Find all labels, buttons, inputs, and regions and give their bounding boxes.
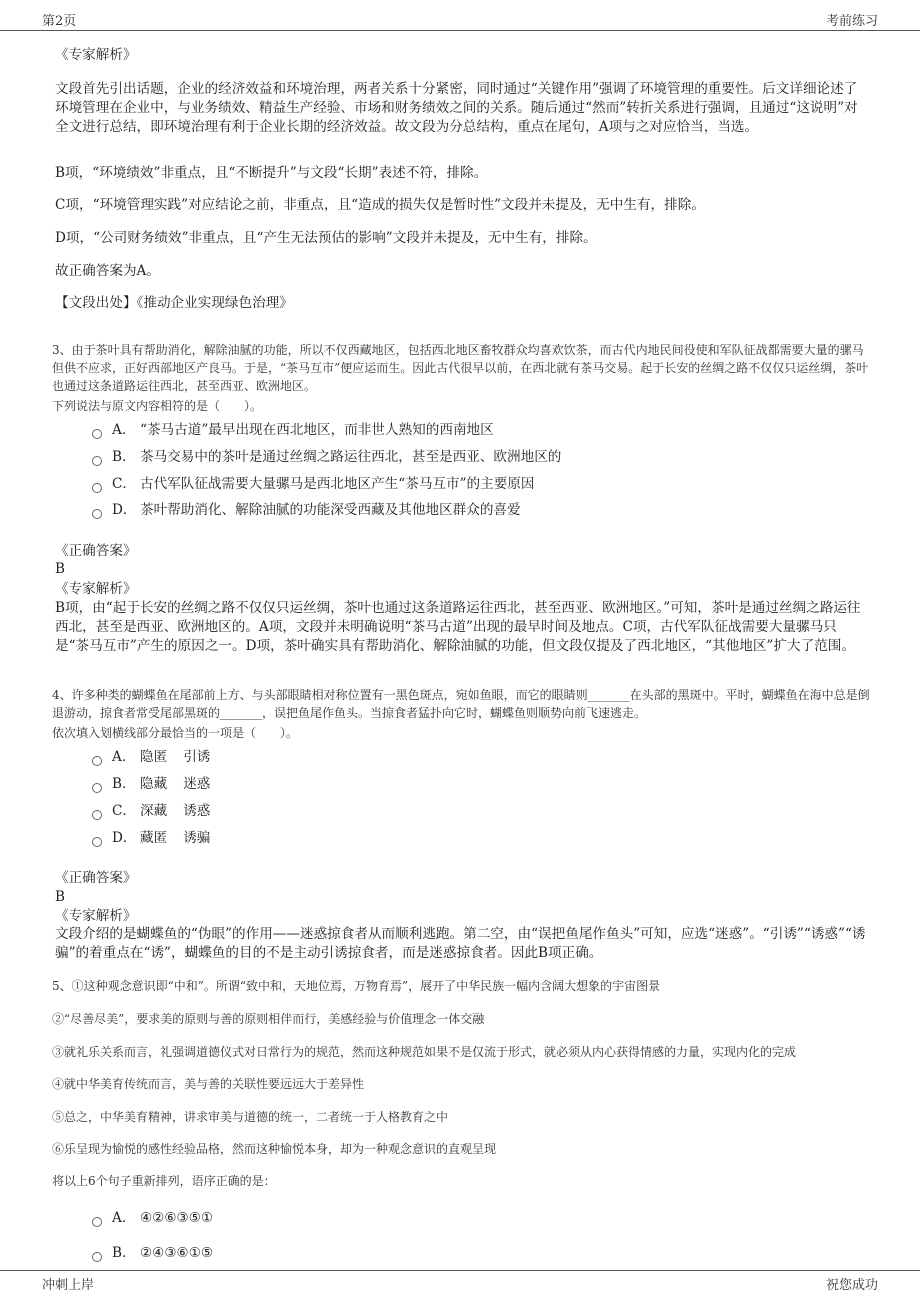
q3-option-d[interactable]: D． 茶叶帮助消化、解除油腻的功能深受西藏及其他地区群众的喜爱 (92, 500, 872, 520)
q4-answer: B (55, 889, 65, 905)
q3-stem: 3、由于茶叶具有帮助消化，解除油腻的功能，所以不仅西藏地区，包括西北地区畜牧群众均喜欢饮茶，而古代内地民间役使和军队征战都需要大量的骡马但供不应求，正好西部地区产良马。于是，“茶马互市”便应运而生。因此古代很早以前，在西北就有茶马交易。起于长安的丝绸之路不仅仅只运丝绸，茶叶也通过这条道路运往西北，甚至西亚、欧洲地区。 (52, 343, 869, 393)
q2-source: 【文段出处】《推动企业实现绿色治理》 (55, 295, 293, 311)
footer-right-text: 祝您成功 (825, 1278, 878, 1293)
q3-answer: B (55, 561, 65, 577)
footer-left-text: 冲刺上岸 (42, 1278, 95, 1293)
q4-option-c[interactable]: C． 深藏 诱惑 (92, 801, 872, 821)
q4-analysis-title: 《专家解析》 (55, 908, 137, 924)
q5-option-b[interactable]: B. ②④③⑥①⑤ (92, 1243, 872, 1263)
q5-question: 将以上6个句子重新排列，语序正确的是： (52, 1174, 276, 1188)
radio-icon[interactable] (92, 837, 102, 847)
q3-option-b[interactable]: B． 茶马交易中的茶叶是通过丝绸之路运往西北，甚至是西亚、欧洲地区的 (92, 447, 872, 467)
q5-sentence-6: ⑥乐呈现为愉悦的感性经验品格，然而这种愉悦本身，却为一种观念意识的直观呈现 (52, 1142, 497, 1156)
q3-question: 下列说法与原文内容相符的是（ ）。 (52, 399, 263, 413)
q2-analysis-para1: 文段首先引出话题，企业的经济效益和环境治理，两者关系十分紧密，同时通过“关键作用”强调了环境管理的重要性。后文详细论述了环境管理在企业中，与业务绩效、精益生产经验、市场和财务绩效之间的关系。随后通过“然而”转折关系进行强调，且通过“这说明”对全文进行总结，即环境治理有利于企业长期的经济效益。故文段为分总结构，重点在尾句，A项与之对应恰当，当选。 (55, 81, 858, 135)
radio-icon[interactable] (92, 429, 102, 439)
q5-sentence-5: ⑤总之，中华美育精神，讲求审美与道德的统一，二者统一于人格教育之中 (52, 1110, 449, 1124)
page-number: 第2页 (42, 14, 77, 29)
q4-option-a[interactable]: A． 隐匿 引诱 (92, 747, 872, 767)
q4-question: 依次填入划横线部分最恰当的一项是（ ）。 (52, 726, 299, 740)
q3-option-c[interactable]: C． 古代军队征战需要大量骡马是西北地区产生“茶马互市”的主要原因 (92, 474, 872, 494)
page-header (0, 0, 920, 31)
radio-icon[interactable] (92, 1252, 102, 1262)
radio-icon[interactable] (92, 509, 102, 519)
q5-sentence-2: ②“尽善尽美”，要求美的原则与善的原则相伴而行，美感经验与价值理念一体交融 (52, 1012, 485, 1026)
radio-icon[interactable] (92, 456, 102, 466)
q4-answer-title: 《正确答案》 (55, 870, 137, 886)
q2-analysis-para3: C项，“环境管理实践”对应结论之前，非重点，且“造成的损失仅是暂时性”文段并未提及，无中生有，排除。 (55, 197, 705, 213)
q3-analysis-title: 《专家解析》 (55, 581, 137, 597)
radio-icon[interactable] (92, 1217, 102, 1227)
q4-analysis: 文段介绍的是蝴蝶鱼的“伪眼”的作用——迷惑掠食者从而顺利逃跑。第二空，由“误把鱼尾作鱼头”可知，应选“迷惑”。“引诱”“诱惑”“诱骗”的着重点在“诱”，蝴蝶鱼的目的不是主动引诱掠食者，而是迷惑掠食者。因此B项正确。 (55, 926, 866, 961)
q5-option-a[interactable]: A． ④②⑥③⑤① (92, 1208, 872, 1228)
q5-sentence-4: ④就中华美育传统而言，美与善的关联性要远远大于差异性 (52, 1077, 365, 1091)
q3-analysis: B项，由“起于长安的丝绸之路不仅仅只运丝绸，茶叶也通过这条道路运往西北，甚至西亚、欧洲地区。”可知，茶叶是通过丝绸之路运往西北，甚至是西亚、欧洲地区的。A项，文段并未明确说明“茶马古道”出现的最早时间及地点。C项，古代军队征战需要大量骡马只是“茶马互市”产生的原因之一。D项，茶叶确实具有帮助消化、解除油腻的功能，但文段仅提及了西北地区，“其他地区”扩大了范围。 (55, 600, 861, 654)
q2-analysis-para4: D项，“公司财务绩效”非重点，且“产生无法预估的影响”文段并未提及，无中生有，排除。 (55, 230, 597, 246)
q3-answer-title: 《正确答案》 (55, 543, 137, 559)
q4-stem: 4、许多种类的蝴蝶鱼在尾部前上方、与头部眼睛相对称位置有一黑色斑点，宛如鱼眼，而它的眼睛则_______在头部的黑斑中。平时，蝴蝶鱼在海中总是倒退游动，掠食者常受尾部黑斑的_______，误把鱼尾作鱼头。当掠食者猛扑向它时，蝴蝶鱼则顺势向前飞速逃走。 (52, 688, 870, 720)
radio-icon[interactable] (92, 783, 102, 793)
q5-sentence-3: ③就礼乐关系而言，礼强调道德仪式对日常行为的规范，然而这种规范如果不是仅流于形式，就必须从内心获得情感的力量，实现内化的完成 (52, 1045, 797, 1059)
q3-option-a[interactable]: A． “茶马古道”最早出现在西北地区，而非世人熟知的西南地区 (92, 420, 872, 440)
q4-option-b[interactable]: B． 隐藏 迷惑 (92, 774, 872, 794)
radio-icon[interactable] (92, 810, 102, 820)
q4-option-d[interactable]: D． 藏匿 诱骗 (92, 828, 872, 848)
radio-icon[interactable] (92, 756, 102, 766)
page-footer (0, 1270, 920, 1303)
header-title: 考前练习 (825, 14, 878, 29)
q2-analysis-title: 《专家解析》 (55, 47, 137, 63)
q2-answer-line: 故正确答案为A。 (55, 263, 160, 279)
q2-analysis-para2: B项，“环境绩效”非重点，且“不断提升”与文段“长期”表述不符，排除。 (55, 165, 488, 181)
radio-icon[interactable] (92, 483, 102, 493)
q5-sentence-1: 5、①这种观念意识即“中和”。所谓“致中和，天地位焉，万物育焉”，展开了中华民族一幅内含阔大想象的宇宙图景 (52, 979, 661, 993)
